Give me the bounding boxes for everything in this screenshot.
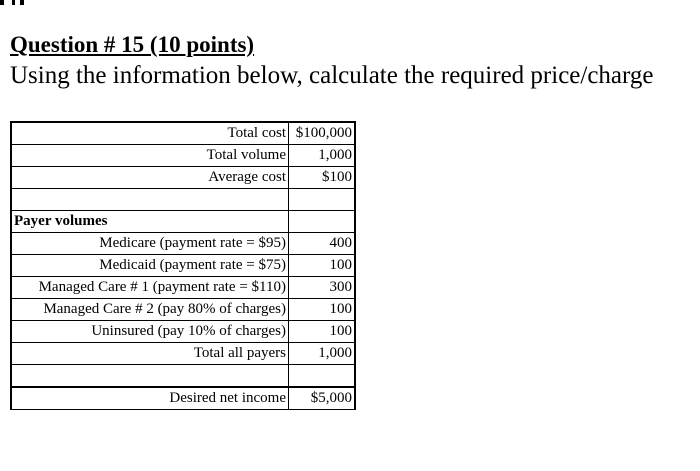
payer-row — [11, 233, 355, 255]
empty-row — [11, 365, 355, 388]
payer-label: Managed Care # 2 (pay 80% of charges) — [11, 299, 289, 321]
payer-label: Medicare (payment rate = $95) — [11, 233, 289, 255]
desired-net-income-value: $5,000 — [289, 387, 356, 410]
payer-volumes-header: Payer volumes — [11, 211, 289, 233]
total-cost-value: $100,000 — [289, 122, 356, 145]
total-all-payers-label: Total all payers — [11, 343, 289, 365]
average-cost-label: Average cost — [11, 167, 289, 189]
total-all-payers-value: 1,000 — [289, 343, 356, 365]
payer-label: Medicaid (payment rate = $75) — [11, 255, 289, 277]
payer-volume: 300 — [289, 277, 356, 299]
payer-row — [11, 321, 355, 343]
payer-volume: 100 — [289, 321, 356, 343]
table-row — [11, 167, 355, 189]
total-volume-label: Total volume — [11, 145, 289, 167]
table-row — [11, 145, 355, 167]
payer-row — [11, 277, 355, 299]
payer-volume: 400 — [289, 233, 356, 255]
payer-label: Managed Care # 1 (payment rate = $110) — [11, 277, 289, 299]
payer-row — [11, 255, 355, 277]
empty-row — [11, 189, 355, 211]
total-volume-value: 1,000 — [289, 145, 356, 167]
desired-net-income-label: Desired net income — [11, 387, 289, 410]
question-instruction: Using the information below, calculate the required price/charge — [10, 62, 654, 89]
data-table — [10, 121, 356, 410]
cropped-text-fragment — [0, 0, 26, 6]
total-cost-label: Total cost — [11, 122, 289, 145]
payer-label: Uninsured (pay 10% of charges) — [11, 321, 289, 343]
table-row — [11, 211, 355, 233]
payer-volume: 100 — [289, 255, 356, 277]
question-title: Question # 15 (10 points) — [10, 32, 255, 57]
table-row — [11, 122, 355, 145]
table-row — [11, 387, 355, 410]
average-cost-value: $100 — [289, 167, 356, 189]
payer-volume: 100 — [289, 299, 356, 321]
payer-row — [11, 299, 355, 321]
payer-row — [11, 343, 355, 365]
